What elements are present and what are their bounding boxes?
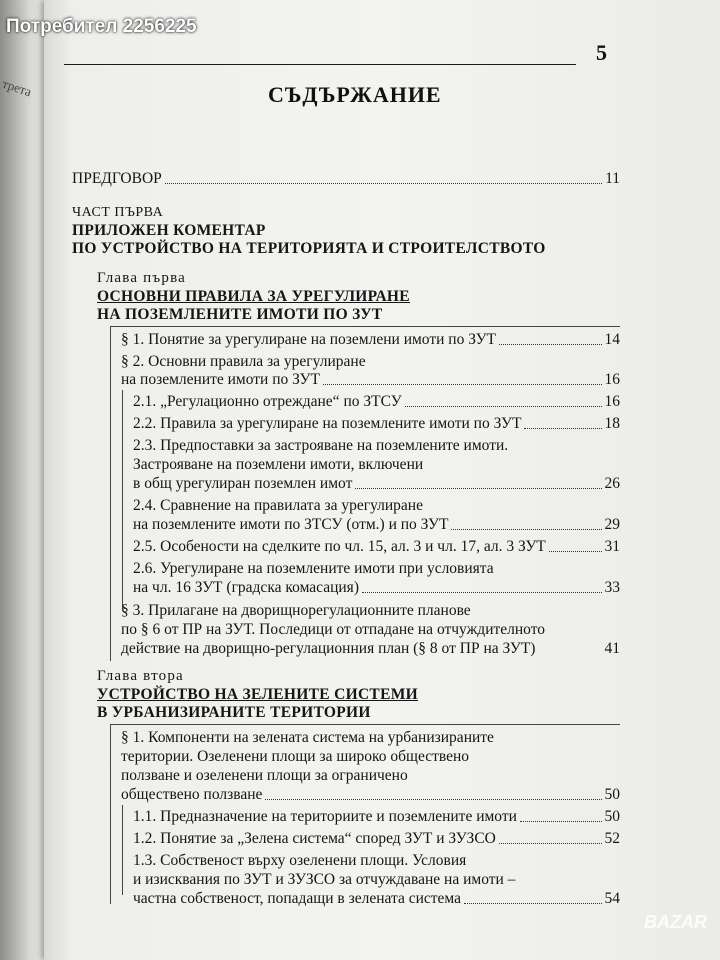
toc-page-number: 33 <box>604 579 620 596</box>
toc-entry-label: в общ урегулиран поземлен имот <box>133 475 353 492</box>
header-rule <box>64 64 576 65</box>
toc-entry-ch1-s2-line1[interactable]: § 2. Основни правила за урегулиране <box>121 353 366 370</box>
chapter2-title-line2: В УРБАНИЗИРАНИТЕ ТЕРИТОРИИ <box>97 704 371 721</box>
toc-entry-2-2[interactable] <box>133 415 620 432</box>
toc-entry-ch1-s3[interactable] <box>121 640 620 657</box>
toc-entry-2-6[interactable] <box>133 579 620 596</box>
dot-leader <box>524 428 601 429</box>
part-label: ЧАСТ ПЪРВА <box>72 205 164 220</box>
dot-leader <box>464 903 601 904</box>
toc-page-number: 16 <box>604 393 620 410</box>
toc-entry-label: 1.1. Предназначение на териториите и поземлените имоти <box>133 808 517 825</box>
dot-leader <box>265 799 601 800</box>
toc-page-number: 18 <box>604 415 620 432</box>
toc-entry-2-4[interactable] <box>133 516 620 533</box>
toc-entry-2-3-line2[interactable]: Застрояване на поземлени имоти, включени <box>133 456 424 473</box>
toc-title: СЪДЪРЖАНИЕ <box>268 82 442 107</box>
toc-entry-ch2-s1-line3[interactable]: ползване и озеленени площи за ограничено <box>121 767 408 784</box>
chapter2-label: Глава втора <box>97 668 184 684</box>
toc-entry-label: на чл. 16 ЗУТ (градска комасация) <box>133 579 359 596</box>
toc-page-number: 52 <box>604 830 620 847</box>
toc-entry-preface[interactable] <box>72 170 620 187</box>
toc-page-number: 31 <box>604 538 620 555</box>
dot-leader <box>549 551 602 552</box>
toc-entry-ch1-s2[interactable] <box>121 371 620 388</box>
chapter2-rule <box>110 724 620 725</box>
toc-entry-ch2-s1-line2[interactable]: територии. Озеленени площи за широко обществено <box>121 748 470 765</box>
toc-page-number: 50 <box>604 786 620 803</box>
toc-page-number: 50 <box>604 808 620 825</box>
dot-leader <box>520 821 602 822</box>
ch2-s1-bracket <box>122 805 123 895</box>
toc-entry-ch1-s1[interactable] <box>121 331 620 348</box>
dot-leader <box>405 406 602 407</box>
bazar-logo: BAZAR <box>644 912 707 932</box>
chapter2-bracket <box>110 724 111 904</box>
toc-entry-label: § 1. Понятие за урегулиране на поземлени имоти по ЗУТ <box>121 331 497 348</box>
toc-entry-2-1[interactable] <box>133 393 620 410</box>
toc-entry-ch1-s3-line2[interactable]: по § 6 от ПР на ЗУТ. Последици от отпадане на отчуждителното <box>121 621 546 638</box>
dot-leader <box>355 488 601 489</box>
toc-page-number: 11 <box>605 170 620 187</box>
dot-leader <box>499 843 602 844</box>
toc-entry-label: действие на дворищно-регулационния план (§ 8 от ПР на ЗУТ) <box>121 640 536 657</box>
toc-entry-1-3-line1[interactable]: 1.3. Собственост върху озеленени площи. Условия <box>133 852 467 869</box>
toc-entry-ch1-s3-line1[interactable]: § 3. Прилагане на дворищнорегулационните планове <box>121 602 471 619</box>
toc-entry-1-1[interactable] <box>133 808 620 825</box>
toc-entry-1-3-line2[interactable]: и изисквания по ЗУТ и ЗУЗСО за отчуждаване на имоти – <box>133 871 516 888</box>
chapter2-title-line1: УСТРОЙСТВО НА ЗЕЛЕНИТЕ СИСТЕМИ <box>97 686 418 703</box>
toc-page-number: 16 <box>604 371 620 388</box>
toc-entry-2-5[interactable] <box>133 538 620 555</box>
dot-leader <box>362 592 602 593</box>
toc-page-number: 14 <box>604 331 620 348</box>
toc-entry-label: на поземлените имоти по ЗУТ <box>121 371 320 388</box>
chapter1-title-line2: НА ПОЗЕМЛЕНИТЕ ИМОТИ ПО ЗУТ <box>97 306 383 323</box>
dot-leader <box>323 384 602 385</box>
left-page-text: трета <box>0 75 34 100</box>
toc-entry-label: 1.2. Понятие за „Зелена система“ според ЗУТ и ЗУЗСО <box>133 830 496 847</box>
toc-entry-label: обществено ползване <box>121 786 263 803</box>
toc-entry-label: ПРЕДГОВОР <box>72 170 162 187</box>
toc-entry-2-4-line1[interactable]: 2.4. Сравнение на правилата за урегулиране <box>133 497 423 514</box>
dot-leader <box>451 529 601 530</box>
toc-entry-2-3-line1[interactable]: 2.3. Предпоставки за застрояване на поземлените имоти. <box>133 437 509 454</box>
chapter1-title-line1: ОСНОВНИ ПРАВИЛА ЗА УРЕГУЛИРАНЕ <box>97 288 410 305</box>
toc-entry-2-3[interactable] <box>133 475 620 492</box>
toc-entry-label: на поземлените имоти по ЗТСУ (отм.) и по ЗУТ <box>133 516 449 533</box>
chapter1-rule <box>110 326 620 327</box>
toc-entry-label: 2.2. Правила за урегулиране на поземлените имоти по ЗУТ <box>133 415 522 432</box>
toc-entry-label: 2.5. Особености на сделките по чл. 15, ал. 3 и чл. 17, ал. 3 ЗУТ <box>133 538 546 555</box>
page-number: 5 <box>596 40 607 65</box>
toc-entry-1-3[interactable] <box>133 890 620 907</box>
dot-leader <box>499 344 601 345</box>
toc-entry-1-2[interactable] <box>133 830 620 847</box>
toc-page-number: 29 <box>604 516 620 533</box>
toc-page-number: 26 <box>604 475 620 492</box>
dot-leader <box>165 183 602 184</box>
toc-entry-label: 2.1. „Регулационно отреждане“ по ЗТСУ <box>133 393 402 410</box>
toc-page-number: 41 <box>604 640 620 657</box>
part-heading-line1: ПРИЛОЖЕН КОМЕНТАР <box>72 222 266 239</box>
part-heading-line2: ПО УСТРОЙСТВО НА ТЕРИТОРИЯТА И СТРОИТЕЛСТВОТО <box>72 240 546 257</box>
toc-entry-ch2-s1[interactable] <box>121 786 620 803</box>
user-watermark: Потребител 2256225 <box>6 16 197 37</box>
toc-page-number: 54 <box>604 890 620 907</box>
s2-bracket <box>122 390 123 610</box>
toc-entry-label: частна собственост, попадащи в зелената система <box>133 890 462 907</box>
chapter1-label: Глава първа <box>97 270 187 286</box>
toc-entry-ch2-s1-line1[interactable]: § 1. Компоненти на зелената система на урбанизираните <box>121 729 494 746</box>
toc-entry-2-6-line1[interactable]: 2.6. Урегулиране на поземлените имоти при условията <box>133 560 494 577</box>
chapter1-bracket <box>110 326 111 661</box>
